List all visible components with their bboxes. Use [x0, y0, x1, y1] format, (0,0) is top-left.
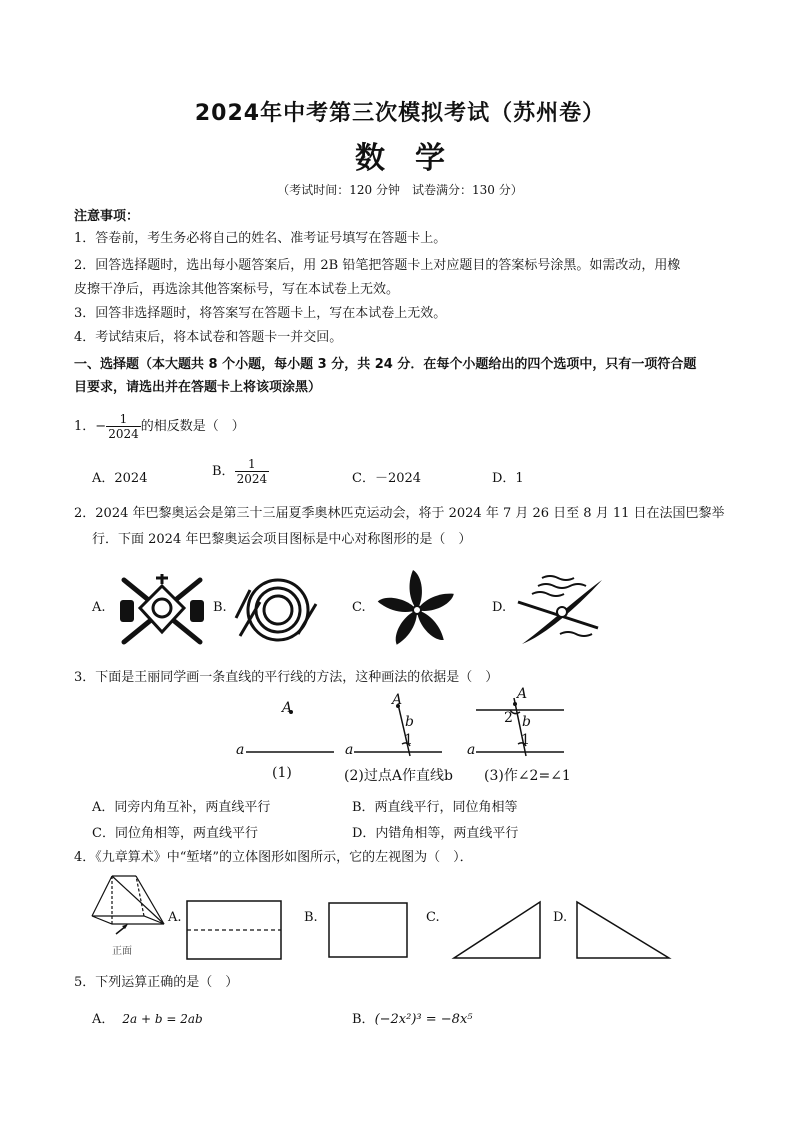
q2-option-d-label: D.: [492, 600, 507, 615]
angle-1-label: 1: [521, 732, 530, 748]
section-heading-cont: 目要求，请选出并在答题卡上将该项涂黑）: [74, 380, 322, 395]
q3-option-d: D．内错角相等，两直线平行: [352, 826, 519, 841]
q4-option-b-label: B.: [304, 910, 318, 925]
angle-2-label: 2: [504, 710, 513, 726]
minus-sign: −: [95, 419, 107, 434]
expression: 2a + b = 2ab: [122, 1012, 203, 1026]
q5-option-a: [92, 1008, 203, 1027]
q4-option-a-label: A.: [168, 910, 182, 925]
q1-option-c: C．－2024: [352, 471, 422, 486]
track-pictogram-icon: [236, 574, 318, 646]
line-a-label: a: [236, 742, 245, 758]
q4-option-d-shape: [575, 900, 671, 960]
q2-option-c-label: C.: [352, 600, 366, 615]
fraction-denominator: 2024: [236, 472, 268, 486]
note-item: 3．回答非选择题时，将答案写在答题卡上，写在本试卷上无效。: [74, 306, 447, 321]
note-item: 4．考试结束后，将本试卷和答题卡一并交回。: [74, 330, 343, 345]
fraction: [106, 412, 141, 441]
exam-meta: （考试时间：120 分钟 试卷满分：130 分）: [277, 183, 523, 197]
fraction-numerator: 1: [119, 412, 128, 426]
question-3: 3．下面是王丽同学画一条直线的平行线的方法，这种画法的依据是（ ）: [74, 670, 499, 685]
note-item: 1．答卷前，考生务必将自己的姓名、准考证号填写在答题卡上。: [74, 231, 447, 246]
q3-option-a: A．同旁内角互补，两直线平行: [92, 800, 271, 815]
option-label: B．: [212, 464, 235, 479]
q3-option-c: C．同位角相等，两直线平行: [92, 826, 258, 841]
note-item: 2．回答选择题时，选出每小题答案后，用 2B 铅笔把答题卡上对应题目的答案标号涂黑。如需改动，用橡: [74, 258, 681, 273]
question-5: 5．下列运算正确的是（ ）: [74, 975, 239, 990]
angle-1-label: 1: [404, 732, 413, 748]
q4-option-a-shape: [186, 900, 282, 960]
notes-heading: 注意事项：: [74, 209, 140, 224]
point-a-label: A: [517, 686, 528, 702]
q2-option-a-label: A.: [92, 600, 106, 615]
canoe-pictogram-icon: [512, 572, 608, 650]
line-a-label: a: [345, 742, 354, 758]
front-view-label: 正面: [112, 946, 132, 957]
pinwheel-pictogram-icon: [374, 568, 460, 652]
q4-option-c-label: C.: [426, 910, 440, 925]
line-b-label: b: [405, 714, 414, 730]
fraction-denominator: 2024: [108, 427, 139, 441]
exam-title: 2024年中考第三次模拟考试（苏州卷）: [194, 101, 606, 126]
fencing-pictogram-icon: [112, 572, 212, 648]
question-number: 1．: [74, 419, 96, 434]
q4-option-b-shape: [328, 902, 408, 958]
figure-caption-1: (1): [272, 765, 292, 781]
q2-option-b-label: B.: [213, 600, 227, 615]
question-2-line1: 2．2024 年巴黎奥运会是第三十三届夏季奥林匹克运动会，将于 2024 年 7 月 26 日至 8 月 11 日在法国巴黎举: [74, 506, 725, 521]
q1-option-b: [212, 455, 269, 489]
exam-subject: 数学: [355, 141, 475, 176]
figure-caption-2: (2)过点A作直线b: [344, 768, 453, 784]
expression: (−2x²)³ = −8x⁵: [374, 1012, 473, 1027]
fraction: [235, 457, 270, 486]
option-label: A．: [92, 1012, 115, 1027]
q1-option-d: D．1: [492, 471, 524, 486]
question-1: [74, 410, 245, 444]
prism-solid-figure: [88, 872, 168, 942]
option-label: B．: [352, 1012, 375, 1027]
question-stem: 的相反数是（ ）: [140, 419, 245, 434]
line-b-label: b: [522, 714, 531, 730]
q4-option-c-shape: [452, 900, 542, 960]
note-item: 皮擦干净后，再选涂其他答案标号，写在本试卷上无效。: [74, 282, 400, 297]
section-heading: 一、选择题（本大题共 8 个小题，每小题 3 分，共 24 分．在每个小题给出的四个选项中，只有一项符合题: [74, 357, 697, 372]
q4-option-d-label: D.: [553, 910, 568, 925]
q1-option-a: A．2024: [92, 471, 148, 486]
q5-option-b: [352, 1008, 473, 1027]
line-a-label: a: [467, 742, 476, 758]
q3-option-b: B．两直线平行，同位角相等: [352, 800, 518, 815]
point-a-label: A: [282, 700, 293, 716]
fraction-numerator: 1: [248, 457, 256, 471]
question-4: 4．《九章算术》中“堑堵”的立体图形如图所示，它的左视图为（ ）．: [74, 850, 473, 865]
question-2-line2: 行．下面 2024 年巴黎奥运会项目图标是中心对称图形的是（ ）: [92, 532, 472, 547]
point-a-label: A: [392, 692, 403, 708]
figure-caption-3: (3)作∠2=∠1: [484, 768, 571, 784]
